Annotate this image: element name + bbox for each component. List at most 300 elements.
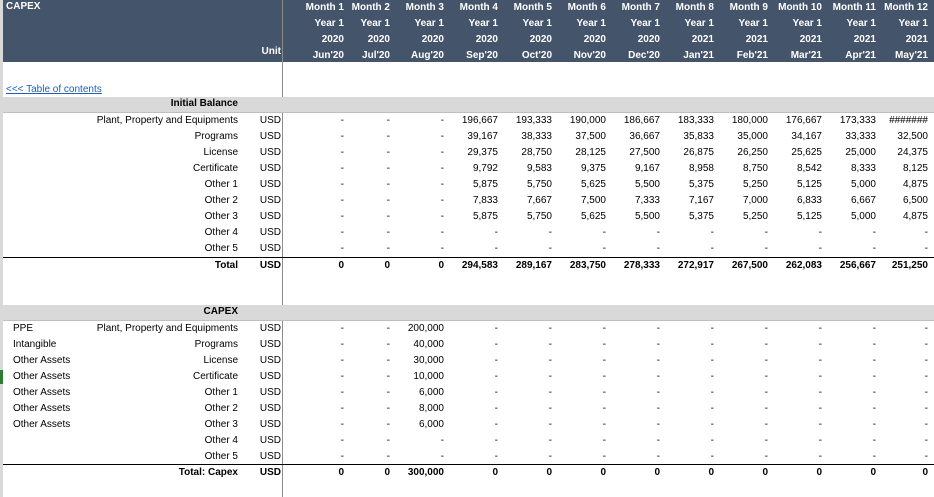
value-cell[interactable]: - [386, 243, 390, 254]
value-cell[interactable]: 8,000 [418, 403, 444, 414]
value-cell[interactable]: - [548, 419, 552, 430]
row-label[interactable]: Other 4 [204, 435, 238, 446]
value-cell[interactable]: 0 [338, 260, 344, 271]
row-label[interactable]: Certificate [192, 371, 238, 382]
table-row [3, 129, 934, 145]
value-cell[interactable]: - [440, 147, 444, 158]
value-cell[interactable]: - [340, 115, 344, 126]
value-cell[interactable]: - [340, 243, 344, 254]
row-label[interactable]: Other 1 [204, 179, 238, 190]
value-cell[interactable]: - [386, 211, 390, 222]
row-label[interactable]: License [203, 147, 238, 158]
value-cell[interactable]: - [440, 211, 444, 222]
row-unit[interactable]: USD [259, 467, 281, 478]
value-cell[interactable]: - [764, 323, 768, 334]
total-row [3, 258, 934, 274]
value-cell[interactable]: - [548, 339, 552, 350]
value-cell[interactable]: 39,167 [467, 131, 498, 142]
value-cell[interactable]: - [764, 403, 768, 414]
value-cell[interactable]: 36,667 [629, 131, 660, 142]
value-cell[interactable]: - [494, 435, 498, 446]
value-cell[interactable]: - [548, 371, 552, 382]
value-cell[interactable]: 8,542 [796, 163, 822, 174]
value-cell[interactable]: - [548, 451, 552, 462]
value-cell[interactable]: - [494, 339, 498, 350]
value-cell[interactable]: - [602, 323, 606, 334]
value-cell[interactable]: - [440, 131, 444, 142]
value-cell[interactable]: 0 [654, 467, 660, 478]
value-cell[interactable]: 7,833 [472, 195, 498, 206]
row-category[interactable]: PPE [13, 323, 34, 334]
value-cell[interactable]: 0 [708, 467, 714, 478]
value-cell[interactable]: - [386, 339, 390, 350]
value-cell[interactable]: - [764, 419, 768, 430]
row-unit[interactable]: USD [259, 195, 281, 206]
value-cell[interactable]: 32,500 [897, 131, 928, 142]
row-label[interactable]: Plant, Property and Equipments [96, 323, 238, 334]
value-cell[interactable]: - [340, 403, 344, 414]
value-cell[interactable]: - [710, 355, 714, 366]
value-cell[interactable]: - [872, 419, 876, 430]
value-cell[interactable]: - [340, 227, 344, 238]
row-unit[interactable]: USD [259, 355, 281, 366]
row-unit[interactable]: USD [259, 323, 281, 334]
value-cell[interactable]: - [710, 339, 714, 350]
value-cell[interactable]: 5,125 [796, 211, 822, 222]
value-cell[interactable]: 30,000 [413, 355, 444, 366]
value-cell[interactable]: 5,625 [580, 179, 606, 190]
value-cell[interactable]: 5,500 [634, 211, 660, 222]
row-label[interactable]: Other 2 [204, 195, 238, 206]
value-cell[interactable]: - [602, 387, 606, 398]
value-cell[interactable]: - [924, 435, 928, 446]
value-cell[interactable]: 5,625 [580, 211, 606, 222]
value-cell[interactable]: - [440, 227, 444, 238]
value-cell[interactable]: - [494, 323, 498, 334]
value-cell[interactable]: - [548, 243, 552, 254]
value-cell[interactable]: - [656, 451, 660, 462]
row-category[interactable]: Other Assets [13, 355, 71, 366]
value-cell[interactable]: 7,667 [526, 195, 552, 206]
value-cell[interactable]: - [340, 451, 344, 462]
row-unit[interactable]: USD [259, 211, 281, 222]
row-label[interactable]: Other 3 [204, 211, 238, 222]
value-cell[interactable]: 9,167 [634, 163, 660, 174]
value-cell[interactable]: - [386, 387, 390, 398]
row-label[interactable]: Certificate [192, 163, 238, 174]
value-cell[interactable]: - [386, 147, 390, 158]
value-cell[interactable]: - [386, 355, 390, 366]
value-cell[interactable]: 267,500 [731, 260, 768, 271]
value-cell[interactable]: - [818, 403, 822, 414]
value-cell[interactable]: - [340, 195, 344, 206]
value-cell[interactable]: - [924, 371, 928, 382]
value-cell[interactable]: - [818, 323, 822, 334]
row-unit[interactable]: USD [259, 451, 281, 462]
value-cell[interactable]: 0 [338, 467, 344, 478]
value-cell[interactable]: - [602, 243, 606, 254]
value-cell[interactable]: - [764, 355, 768, 366]
value-cell[interactable]: - [656, 227, 660, 238]
value-cell[interactable]: - [818, 387, 822, 398]
value-cell[interactable]: 28,125 [575, 147, 606, 158]
value-cell[interactable]: 5,375 [688, 179, 714, 190]
value-cell[interactable]: 278,333 [623, 260, 660, 271]
value-cell[interactable]: - [602, 227, 606, 238]
value-cell[interactable]: - [548, 403, 552, 414]
value-cell[interactable]: 0 [600, 467, 606, 478]
value-cell[interactable]: - [656, 419, 660, 430]
value-cell[interactable]: - [386, 179, 390, 190]
value-cell[interactable]: - [656, 387, 660, 398]
value-cell[interactable]: - [340, 419, 344, 430]
value-cell[interactable]: 26,875 [683, 147, 714, 158]
value-cell[interactable]: - [386, 451, 390, 462]
value-cell[interactable]: - [710, 403, 714, 414]
value-cell[interactable]: 28,750 [521, 147, 552, 158]
value-cell[interactable]: 4,875 [902, 179, 928, 190]
value-cell[interactable]: - [602, 339, 606, 350]
value-cell[interactable]: - [872, 227, 876, 238]
value-cell[interactable]: 26,250 [737, 147, 768, 158]
value-cell[interactable]: - [710, 371, 714, 382]
value-cell[interactable]: - [386, 371, 390, 382]
value-cell[interactable]: - [656, 435, 660, 446]
value-cell[interactable]: - [440, 115, 444, 126]
value-cell[interactable]: - [656, 371, 660, 382]
value-cell[interactable]: - [818, 243, 822, 254]
value-cell[interactable]: - [764, 243, 768, 254]
value-cell[interactable]: - [872, 339, 876, 350]
row-label[interactable]: Other 1 [204, 387, 238, 398]
value-cell[interactable]: 200,000 [407, 323, 444, 334]
value-cell[interactable]: 5,250 [742, 179, 768, 190]
value-cell[interactable]: - [548, 435, 552, 446]
value-cell[interactable]: - [340, 179, 344, 190]
value-cell[interactable]: - [386, 403, 390, 414]
value-cell[interactable]: - [924, 451, 928, 462]
row-unit[interactable]: USD [259, 115, 281, 126]
row-label[interactable]: Other 4 [204, 227, 238, 238]
value-cell[interactable]: 300,000 [407, 467, 444, 478]
value-cell[interactable]: - [386, 323, 390, 334]
value-cell[interactable]: 35,833 [683, 131, 714, 142]
value-cell[interactable]: 5,000 [850, 211, 876, 222]
value-cell[interactable]: - [602, 451, 606, 462]
value-cell[interactable]: 6,667 [850, 195, 876, 206]
value-cell[interactable]: 8,750 [742, 163, 768, 174]
value-cell[interactable]: - [764, 387, 768, 398]
value-cell[interactable]: 24,375 [897, 147, 928, 158]
value-cell[interactable]: - [602, 419, 606, 430]
value-cell[interactable]: - [494, 243, 498, 254]
value-cell[interactable]: 34,167 [791, 131, 822, 142]
value-cell[interactable]: 262,083 [785, 260, 822, 271]
row-unit[interactable]: USD [259, 419, 281, 430]
value-cell[interactable]: - [924, 355, 928, 366]
value-cell[interactable]: - [340, 387, 344, 398]
value-cell[interactable]: 5,750 [526, 211, 552, 222]
row-unit[interactable]: USD [259, 387, 281, 398]
value-cell[interactable]: - [340, 355, 344, 366]
value-cell[interactable]: - [764, 227, 768, 238]
value-cell[interactable]: - [440, 243, 444, 254]
value-cell[interactable]: 283,750 [569, 260, 606, 271]
column-header-month: Month 9 [729, 2, 768, 13]
row-label[interactable]: Other 3 [204, 419, 238, 430]
value-cell[interactable]: 29,375 [467, 147, 498, 158]
value-cell[interactable]: 25,000 [845, 147, 876, 158]
value-cell[interactable]: 272,917 [677, 260, 714, 271]
value-cell[interactable]: - [924, 419, 928, 430]
column-header-yr: 2021 [691, 34, 714, 45]
value-cell[interactable]: - [818, 419, 822, 430]
value-cell[interactable]: - [602, 403, 606, 414]
column-header [446, 0, 498, 62]
value-cell[interactable]: 5,375 [688, 211, 714, 222]
value-cell[interactable]: - [872, 435, 876, 446]
value-cell[interactable]: - [340, 371, 344, 382]
value-cell[interactable]: - [386, 419, 390, 430]
value-cell[interactable]: 196,667 [461, 115, 498, 126]
value-cell[interactable]: - [818, 451, 822, 462]
value-cell[interactable]: - [872, 371, 876, 382]
value-cell[interactable]: 294,583 [461, 260, 498, 271]
row-unit[interactable]: USD [259, 371, 281, 382]
value-cell[interactable]: 0 [816, 467, 822, 478]
value-cell[interactable]: 5,125 [796, 179, 822, 190]
value-cell[interactable]: - [924, 243, 928, 254]
value-cell[interactable]: 289,167 [515, 260, 552, 271]
value-cell[interactable]: - [656, 323, 660, 334]
value-cell[interactable]: - [386, 435, 390, 446]
table-row [3, 161, 934, 177]
value-cell[interactable]: - [764, 451, 768, 462]
value-cell[interactable]: - [340, 323, 344, 334]
row-unit[interactable]: USD [259, 163, 281, 174]
value-cell[interactable]: - [386, 227, 390, 238]
value-cell[interactable]: - [494, 227, 498, 238]
value-cell[interactable]: - [602, 371, 606, 382]
row-label[interactable]: License [203, 355, 238, 366]
value-cell[interactable]: - [818, 355, 822, 366]
value-cell[interactable]: - [764, 371, 768, 382]
value-cell[interactable]: 256,667 [839, 260, 876, 271]
value-cell[interactable]: 27,500 [629, 147, 660, 158]
value-cell[interactable]: - [818, 227, 822, 238]
value-cell[interactable]: - [924, 387, 928, 398]
table-of-contents-link[interactable]: <<< Table of contents [6, 84, 102, 95]
value-cell[interactable]: - [340, 339, 344, 350]
row-category[interactable]: Other Assets [13, 419, 71, 430]
value-cell[interactable]: 251,250 [891, 260, 928, 271]
unit-header: Unit [261, 46, 281, 57]
row-unit[interactable]: USD [259, 260, 281, 271]
value-cell[interactable]: 0 [438, 260, 444, 271]
value-cell[interactable]: - [764, 435, 768, 446]
value-cell[interactable]: - [340, 163, 344, 174]
value-cell[interactable]: 7,500 [580, 195, 606, 206]
value-cell[interactable]: 0 [762, 467, 768, 478]
value-cell[interactable]: ####### [889, 115, 928, 126]
row-label[interactable]: Other 2 [204, 403, 238, 414]
value-cell[interactable]: - [710, 387, 714, 398]
value-cell[interactable]: 183,333 [677, 115, 714, 126]
value-cell[interactable]: - [924, 227, 928, 238]
value-cell[interactable]: 8,125 [902, 163, 928, 174]
value-cell[interactable]: - [386, 115, 390, 126]
value-cell[interactable]: 5,750 [526, 179, 552, 190]
value-cell[interactable]: - [494, 419, 498, 430]
value-cell[interactable]: - [548, 355, 552, 366]
value-cell[interactable]: 5,500 [634, 179, 660, 190]
value-cell[interactable]: 173,333 [839, 115, 876, 126]
value-cell[interactable]: 25,625 [791, 147, 822, 158]
value-cell[interactable]: 193,333 [515, 115, 552, 126]
value-cell[interactable]: 5,875 [472, 179, 498, 190]
value-cell[interactable]: 9,792 [472, 163, 498, 174]
value-cell[interactable]: 5,875 [472, 211, 498, 222]
value-cell[interactable]: 6,000 [418, 387, 444, 398]
row-unit[interactable]: USD [259, 403, 281, 414]
value-cell[interactable]: 0 [870, 467, 876, 478]
value-cell[interactable]: - [386, 195, 390, 206]
value-cell[interactable]: 190,000 [569, 115, 606, 126]
value-cell[interactable]: 9,583 [526, 163, 552, 174]
value-cell[interactable]: 0 [384, 467, 390, 478]
value-cell[interactable]: 35,000 [737, 131, 768, 142]
value-cell[interactable]: - [710, 451, 714, 462]
value-cell[interactable]: 40,000 [413, 339, 444, 350]
row-label[interactable]: Total [214, 260, 238, 271]
row-unit[interactable]: USD [259, 435, 281, 446]
value-cell[interactable]: - [440, 451, 444, 462]
value-cell[interactable]: - [386, 131, 390, 142]
value-cell[interactable]: - [494, 451, 498, 462]
value-cell[interactable]: - [440, 163, 444, 174]
row-label[interactable]: Other 5 [204, 243, 238, 254]
column-header-year: Year 1 [360, 18, 390, 29]
value-cell[interactable]: - [872, 387, 876, 398]
value-cell[interactable]: - [710, 419, 714, 430]
row-label[interactable]: Programs [194, 339, 238, 350]
value-cell[interactable]: 8,333 [850, 163, 876, 174]
value-cell[interactable]: 0 [492, 467, 498, 478]
value-cell[interactable]: 10,000 [413, 371, 444, 382]
initial-balance-title: Initial Balance [170, 98, 238, 109]
value-cell[interactable]: 7,167 [688, 195, 714, 206]
row-category[interactable]: Other Assets [13, 387, 71, 398]
row-category[interactable]: Other Assets [13, 403, 71, 414]
value-cell[interactable]: - [872, 451, 876, 462]
value-cell[interactable]: 7,333 [634, 195, 660, 206]
value-cell[interactable]: 0 [384, 260, 390, 271]
value-cell[interactable]: 33,333 [845, 131, 876, 142]
value-cell[interactable]: - [710, 435, 714, 446]
value-cell[interactable]: - [548, 387, 552, 398]
value-cell[interactable]: 5,250 [742, 211, 768, 222]
value-cell[interactable]: - [386, 163, 390, 174]
row-unit[interactable]: USD [259, 147, 281, 158]
row-unit[interactable]: USD [259, 339, 281, 350]
value-cell[interactable]: - [710, 227, 714, 238]
value-cell[interactable]: - [710, 243, 714, 254]
value-cell[interactable]: - [924, 403, 928, 414]
value-cell[interactable]: 6,833 [796, 195, 822, 206]
value-cell[interactable]: - [818, 339, 822, 350]
value-cell[interactable]: - [872, 323, 876, 334]
value-cell[interactable]: - [710, 323, 714, 334]
value-cell[interactable]: - [340, 211, 344, 222]
value-cell[interactable]: 176,667 [785, 115, 822, 126]
value-cell[interactable]: - [818, 371, 822, 382]
value-cell[interactable]: - [656, 403, 660, 414]
value-cell[interactable]: - [924, 323, 928, 334]
value-cell[interactable]: 37,500 [575, 131, 606, 142]
value-cell[interactable]: - [764, 339, 768, 350]
value-cell[interactable]: - [656, 339, 660, 350]
value-cell[interactable]: - [872, 403, 876, 414]
value-cell[interactable]: 38,333 [521, 131, 552, 142]
table-row [3, 209, 934, 225]
row-category[interactable]: Other Assets [13, 371, 71, 382]
row-unit[interactable]: USD [259, 179, 281, 190]
value-cell[interactable]: - [656, 243, 660, 254]
value-cell[interactable]: 6,500 [902, 195, 928, 206]
value-cell[interactable]: - [872, 243, 876, 254]
row-label[interactable]: Plant, Property and Equipments [96, 115, 238, 126]
value-cell[interactable]: 6,000 [418, 419, 444, 430]
value-cell[interactable]: 7,000 [742, 195, 768, 206]
value-cell[interactable]: 180,000 [731, 115, 768, 126]
value-cell[interactable]: - [440, 435, 444, 446]
value-cell[interactable]: - [340, 435, 344, 446]
value-cell[interactable]: 0 [546, 467, 552, 478]
value-cell[interactable]: 5,000 [850, 179, 876, 190]
row-category[interactable]: Intangible [13, 339, 57, 350]
value-cell[interactable]: - [494, 403, 498, 414]
row-unit[interactable]: USD [259, 227, 281, 238]
value-cell[interactable]: - [494, 355, 498, 366]
value-cell[interactable]: - [548, 227, 552, 238]
row-unit[interactable]: USD [259, 131, 281, 142]
value-cell[interactable]: - [656, 355, 660, 366]
column-header-date: Feb'21 [736, 50, 768, 61]
value-cell[interactable]: - [602, 355, 606, 366]
value-cell[interactable]: - [340, 131, 344, 142]
value-cell[interactable]: - [494, 387, 498, 398]
value-cell[interactable]: - [818, 435, 822, 446]
column-header-year: Year 1 [792, 18, 822, 29]
value-cell[interactable]: - [494, 371, 498, 382]
value-cell[interactable]: - [872, 355, 876, 366]
value-cell[interactable]: - [440, 195, 444, 206]
value-cell[interactable]: - [548, 323, 552, 334]
value-cell[interactable]: 8,958 [688, 163, 714, 174]
value-cell[interactable]: 9,375 [580, 163, 606, 174]
value-cell[interactable]: - [602, 435, 606, 446]
value-cell[interactable]: 4,875 [902, 211, 928, 222]
value-cell[interactable]: - [924, 339, 928, 350]
value-cell[interactable]: 0 [922, 467, 928, 478]
row-label[interactable]: Other 5 [204, 451, 238, 462]
row-label[interactable]: Total: Capex [178, 467, 238, 478]
value-cell[interactable]: 186,667 [623, 115, 660, 126]
row-label[interactable]: Programs [194, 131, 238, 142]
value-cell[interactable]: - [340, 147, 344, 158]
value-cell[interactable]: - [440, 179, 444, 190]
row-unit[interactable]: USD [259, 243, 281, 254]
